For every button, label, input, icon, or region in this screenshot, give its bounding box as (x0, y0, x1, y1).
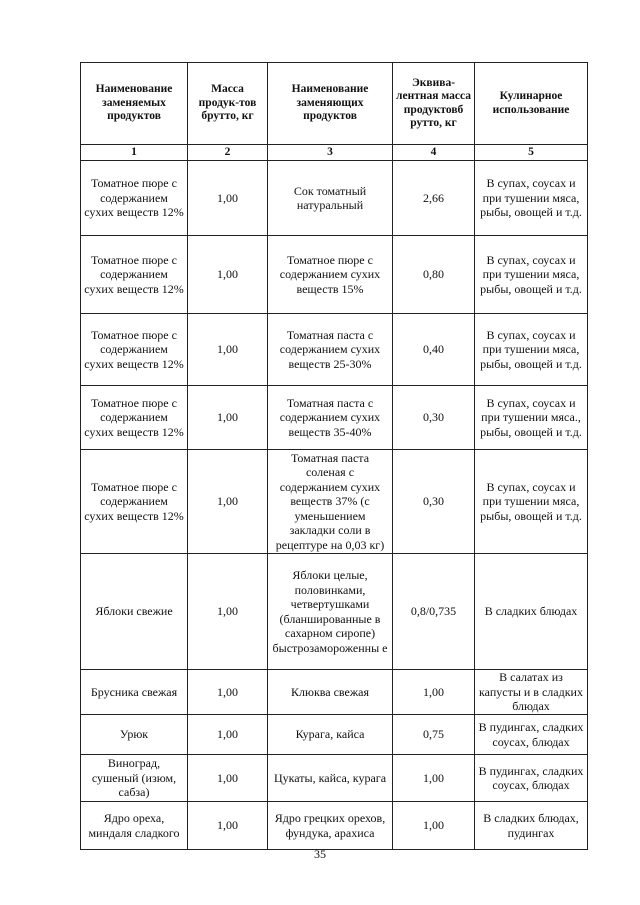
cell-gross-mass: 1,00 (188, 386, 268, 450)
cell-culinary-use: В супах, соусах и при тушении мяса, рыбы, овощей и т.д. (475, 236, 588, 314)
cell-gross-mass: 1,00 (188, 161, 268, 236)
cell-replaced-product: Ядро ореха, миндаля сладкого (81, 802, 188, 850)
cell-culinary-use: В супах, соусах и при тушении мяса, рыбы, овощей и т.д. (475, 314, 588, 386)
cell-replacing-product: Ядро грецких орехов, фундука, арахиса (268, 802, 393, 850)
cell-replaced-product: Виноград, сушеный (изюм, сабза) (81, 755, 188, 802)
cell-replacing-product: Сок томатный натуральный (268, 161, 393, 236)
cell-equivalent-mass: 0,30 (393, 386, 475, 450)
cell-gross-mass: 1,00 (188, 715, 268, 755)
header-equivalent-mass: Эквива-лентная масса продуктовб рутто, кг (393, 63, 475, 145)
column-number: 2 (188, 145, 268, 161)
cell-gross-mass: 1,00 (188, 670, 268, 715)
cell-culinary-use: В сладких блюдах (475, 554, 588, 670)
table-row (81, 755, 588, 802)
substitution-table (80, 62, 588, 850)
cell-gross-mass: 1,00 (188, 450, 268, 554)
column-number: 1 (81, 145, 188, 161)
cell-replacing-product: Томатная паста с содержанием сухих веществ 35-40% (268, 386, 393, 450)
table-row (81, 161, 588, 236)
column-number: 4 (393, 145, 475, 161)
cell-equivalent-mass: 1,00 (393, 755, 475, 802)
column-number: 5 (475, 145, 588, 161)
cell-culinary-use: В пудингах, сладких соусах, блюдах (475, 755, 588, 802)
cell-equivalent-mass: 1,00 (393, 670, 475, 715)
table-row (81, 236, 588, 314)
cell-replacing-product: Яблоки целые, половинками, четвертушками (бланшированные в сахарном сиропе) быстрозамороженны е (268, 554, 393, 670)
cell-culinary-use: В пудингах, сладких соусах, блюдах (475, 715, 588, 755)
column-number-row (81, 145, 588, 161)
cell-replaced-product: Томатное пюре с содержанием сухих веществ 12% (81, 161, 188, 236)
table-row (81, 554, 588, 670)
cell-equivalent-mass: 0,75 (393, 715, 475, 755)
cell-replacing-product: Курага, кайса (268, 715, 393, 755)
cell-replacing-product: Томатная паста соленая с содержанием сухих веществ 37% (с уменьшением закладки соли в рецептуре на 0,03 кг) (268, 450, 393, 554)
cell-equivalent-mass: 0,80 (393, 236, 475, 314)
cell-replacing-product: Томатное пюре с содержанием сухих веществ 15% (268, 236, 393, 314)
table-row (81, 314, 588, 386)
column-number: 3 (268, 145, 393, 161)
cell-gross-mass: 1,00 (188, 554, 268, 670)
cell-culinary-use: В сладких блюдах, пудингах (475, 802, 588, 850)
cell-equivalent-mass: 1,00 (393, 802, 475, 850)
cell-replaced-product: Томатное пюре с содержанием сухих веществ 12% (81, 450, 188, 554)
cell-equivalent-mass: 0,8/0,735 (393, 554, 475, 670)
cell-replaced-product: Томатное пюре с содержанием сухих веществ 12% (81, 314, 188, 386)
cell-gross-mass: 1,00 (188, 236, 268, 314)
cell-replacing-product: Томатная паста с содержанием сухих веществ 25-30% (268, 314, 393, 386)
cell-equivalent-mass: 0,40 (393, 314, 475, 386)
header-replaced-products: Наименование заменяемых продуктов (81, 63, 188, 145)
cell-gross-mass: 1,00 (188, 314, 268, 386)
cell-culinary-use: В супах, соусах и при тушении мяса, рыбы, овощей и т.д. (475, 450, 588, 554)
cell-replaced-product: Яблоки свежие (81, 554, 188, 670)
page-number: 35 (314, 847, 326, 861)
cell-replacing-product: Клюква свежая (268, 670, 393, 715)
cell-culinary-use: В салатах из капусты и в сладких блюдах (475, 670, 588, 715)
cell-equivalent-mass: 0,30 (393, 450, 475, 554)
header-gross-mass: Масса продук-тов брутто, кг (188, 63, 268, 145)
table-row (81, 802, 588, 850)
table-row (81, 450, 588, 554)
cell-replaced-product: Урюк (81, 715, 188, 755)
cell-culinary-use: В супах, соусах и при тушении мяса, рыбы, овощей и т.д. (475, 161, 588, 236)
cell-gross-mass: 1,00 (188, 802, 268, 850)
cell-replaced-product: Томатное пюре с содержанием сухих веществ 12% (81, 236, 188, 314)
header-row (81, 63, 588, 145)
cell-gross-mass: 1,00 (188, 755, 268, 802)
header-replacing-products: Наименование заменяющих продуктов (268, 63, 393, 145)
cell-equivalent-mass: 2,66 (393, 161, 475, 236)
table-row (81, 386, 588, 450)
cell-replacing-product: Цукаты, кайса, курага (268, 755, 393, 802)
table-row (81, 670, 588, 715)
cell-replaced-product: Брусника свежая (81, 670, 188, 715)
header-culinary-use: Кулинарное использование (475, 63, 588, 145)
cell-culinary-use: В супах, соусах и при тушении мяса., рыбы, овощей и т.д. (475, 386, 588, 450)
cell-replaced-product: Томатное пюре с содержанием сухих веществ 12% (81, 386, 188, 450)
table-row (81, 715, 588, 755)
